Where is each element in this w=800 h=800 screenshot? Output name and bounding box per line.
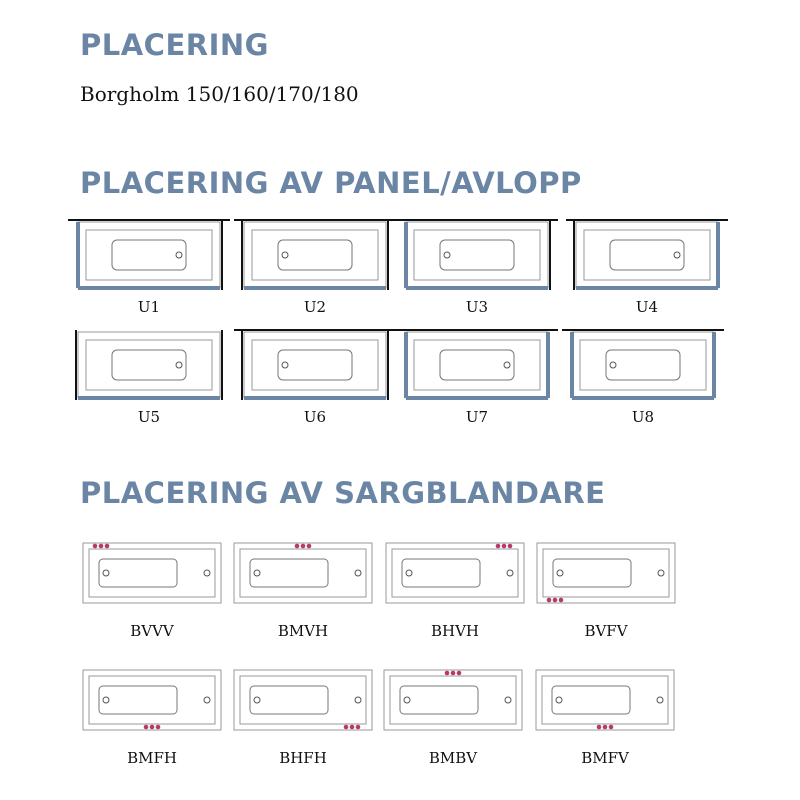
mixer-layout-bmbv <box>384 670 522 767</box>
tub-frame <box>244 332 386 398</box>
mixer-dot <box>597 725 602 730</box>
mixer-dot <box>496 544 501 549</box>
tub-frame <box>386 543 524 603</box>
mixer-dot <box>508 544 513 549</box>
tub-frame <box>384 670 522 730</box>
layout-label: U7 <box>465 408 489 426</box>
mixer-dot <box>156 725 161 730</box>
layout-label: BHVH <box>430 622 480 640</box>
layout-label: BVVV <box>130 622 174 640</box>
mixer-dot <box>350 725 355 730</box>
layout-label: BMFV <box>581 749 629 767</box>
layout-label: U3 <box>465 298 489 316</box>
mixer-dot <box>307 544 312 549</box>
panel-layout-u2 <box>234 220 396 316</box>
layout-label: BMVH <box>277 622 329 640</box>
tub-frame <box>576 222 718 288</box>
mixer-dot <box>451 671 456 676</box>
tub-frame <box>244 222 386 288</box>
panel-layout-u6 <box>234 330 396 426</box>
mixer-layout-bmfh <box>83 670 221 767</box>
mixer-dot <box>553 598 558 603</box>
tub-frame <box>78 222 220 288</box>
mixer-layout-bvfv <box>537 543 675 640</box>
mixer-layout-bhvh <box>386 543 524 640</box>
tub-frame <box>536 670 674 730</box>
mixer-dot <box>356 725 361 730</box>
layout-label: BMBV <box>428 749 478 767</box>
mixer-dot <box>445 671 450 676</box>
layout-label: U8 <box>631 408 655 426</box>
layout-label: BHFH <box>279 749 327 767</box>
panel-heading: PLACERING AV PANEL/AVLOPP <box>80 166 582 200</box>
layout-label: U2 <box>303 298 327 316</box>
mixer-layout-bmvh <box>234 543 372 640</box>
panel-layout-u1 <box>68 220 230 316</box>
panel-layout-u7 <box>396 330 558 426</box>
tub-frame <box>234 543 372 603</box>
mixer-dot <box>559 598 564 603</box>
tub-frame <box>83 543 221 603</box>
layout-label: BVFV <box>584 622 628 640</box>
mixer-dot <box>295 544 300 549</box>
layout-label: U4 <box>635 298 659 316</box>
mixer-dot <box>502 544 507 549</box>
mixer-dot <box>609 725 614 730</box>
tub-frame <box>406 222 548 288</box>
mixer-dot <box>93 544 98 549</box>
layout-label: BMFH <box>127 749 177 767</box>
tub-frame <box>83 670 221 730</box>
mixer-dot <box>547 598 552 603</box>
mixer-dot <box>301 544 306 549</box>
layout-label: U6 <box>303 408 327 426</box>
panel-layout-u8 <box>562 330 724 426</box>
mixer-dot <box>603 725 608 730</box>
mixer-layout-bhfh <box>234 670 372 767</box>
tub-frame <box>572 332 714 398</box>
tub-frame <box>406 332 548 398</box>
mixer-dot <box>457 671 462 676</box>
mixer-dot <box>144 725 149 730</box>
mixer-dot <box>99 544 104 549</box>
tub-frame <box>234 670 372 730</box>
mixer-layout-bvvv <box>83 543 221 640</box>
placering-heading: PLACERING <box>80 28 269 62</box>
mixer-dot <box>105 544 110 549</box>
panel-layout-u5 <box>76 330 222 426</box>
model-name: Borgholm 150/160/170/180 <box>80 82 359 106</box>
layout-label: U1 <box>137 298 161 316</box>
mixer-dot <box>344 725 349 730</box>
panel-layout-u3 <box>396 220 558 316</box>
tub-frame <box>537 543 675 603</box>
layout-label: U5 <box>137 408 161 426</box>
mixer-layout-bmfv <box>536 670 674 767</box>
panel-layout-u4 <box>566 220 728 316</box>
mixer-heading: PLACERING AV SARGBLANDARE <box>80 476 606 510</box>
tub-frame <box>78 332 220 398</box>
mixer-dot <box>150 725 155 730</box>
